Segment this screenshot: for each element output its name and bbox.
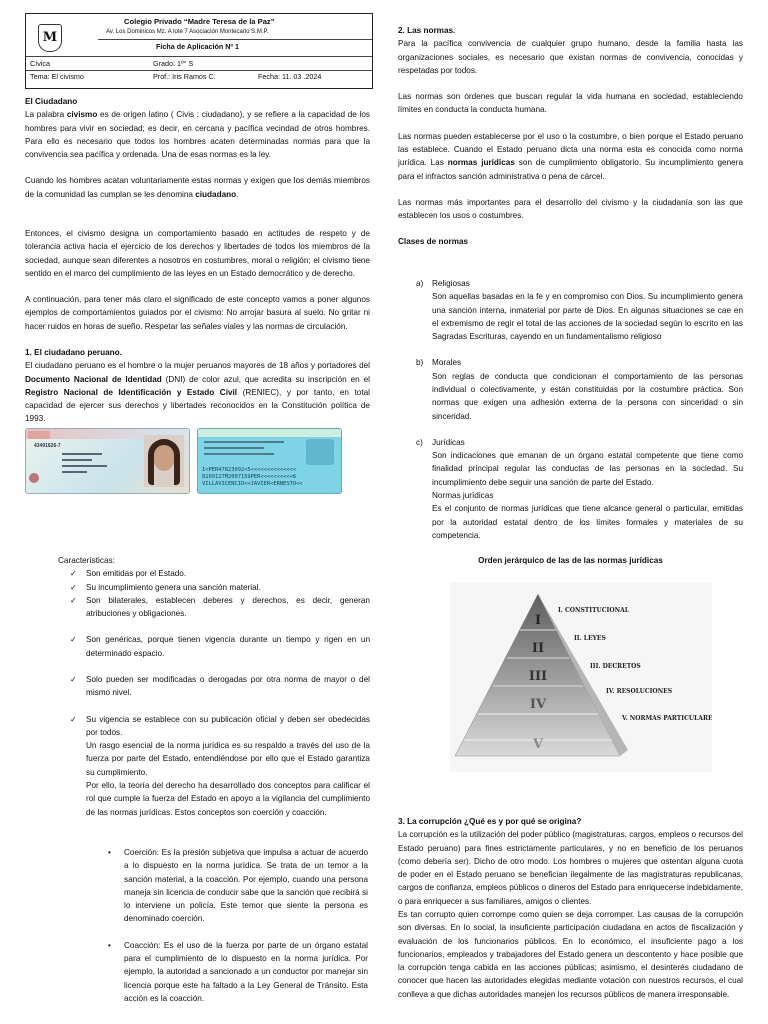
pyramid-level: I [534, 613, 542, 628]
list-item: b) Morales Son reglas de conducta que condicionan el comportamiento de las personas individual o colectivamente, y están constituidas por la costumbre práctica. Son normas que exigen una adhesión externa de la persona con sinceridad o sin sinceridad. [416, 358, 743, 421]
section-title-corrupcion: 3. La corrupción ¿Qué es y por qué se origina? [398, 817, 582, 826]
paragraph: Las normas más importantes para el desarrollo del civismo y la ciudadanía son las que establecen los usos o costumbres. [398, 197, 743, 221]
pyramid-label: IV. RESOLUCIONES [606, 688, 673, 695]
paragraph: Las normas pueden establecerse por el uso o la costumbre, o bien porque el Estado peruano las establece. Cuando el Estado peruano dicta una norma esta es conocida como norma jurídica. Las normas jurídicas son de cumplimiento obligatorio. Su incumplimiento genera para el infractos sanción administrativa o pena de cárcel. [398, 131, 743, 181]
right-column [398, 24, 743, 249]
check-icon: ✓ [70, 582, 77, 592]
paragraph: Por ello, la teoría del derecho ha desarrollado dos conceptos para calificar el rol que cumple la fuerza del Estado en apoyo a la vigilancia del cumplimiento de las normas jurídicas. Estos conceptos son coerción y coacción. [86, 780, 370, 817]
pyramid-level: II [531, 641, 545, 656]
pyramid-label: III. DECRETOS [590, 663, 641, 670]
pyramid-label: I. CONSTITUCIONAL [558, 607, 629, 614]
caracteristicas-section [58, 554, 370, 819]
section-title-ciudadano-peruano: 1. El ciudadano peruano. [25, 347, 122, 357]
subject-label: Cívica [30, 59, 50, 68]
grade-label: Grado: 1º° S [153, 59, 194, 68]
school-name: Colegio Privado “Madre Teresa de la Paz” [124, 17, 275, 26]
corrupcion-section [398, 815, 743, 1001]
school-logo: M [38, 24, 62, 52]
topic-label: Tema: El civismo [30, 72, 84, 81]
bullet-icon: • [108, 940, 111, 950]
paragraph: La corrupción es la utilización del poder público (magistraturas, cargos, empleos o recursos del Estado peruano) para fines estrictamente particulares, y no en beneficio de los peruanos (como debería ser). Dicho de otro modo. Los hombres o mujeres que ostentan alguna cuota de poder en el Estado peruano se benefician ilegalmente de las magistraturas republicanas, cargos de confianza, empleos públicos o dineros del Estado para enriquecerse indebidamente, o para enriquecer a sus familiares, amigos o clientes. [398, 830, 743, 906]
paragraph: Cuando los hombres acatan voluntariamente estas normas y exigen que los demás miembros de la comunidad las cumplan se les denomina ciudadano. [25, 176, 370, 199]
pyramid-image [450, 582, 712, 772]
left-column [25, 95, 370, 426]
list-item: • Coacción: Es el uso de la fuerza por parte de un órgano estatal para el cumplimiento de lo dispuesto en la norma jurídica. Por ejemplo, la autoridad a sancionado a un conductor por manejar sin licencia porque este ha faltado a la Ley General de Tránsito. Esta acción es la coacción. [108, 940, 368, 1003]
dni-front-image: 43491626-7 [25, 428, 190, 494]
paragraph: La palabra civismo es de origen latino ( Civis : ciudadano), y se refiere a la capacidad de los hombres para vivir en sociedad; es decir, en cercana y pacífica vecindad de otros hombres. Para ello es necesario que todos los hombres acaten determinadas normas para que la convivencia sea pacífica y ordenada. Una de esas normas es la ley. [25, 110, 370, 160]
list-item: ✓ Son emitidas por el Estado. [86, 567, 370, 580]
check-icon: ✓ [70, 714, 77, 724]
caracteristicas-title: Características: [58, 556, 115, 565]
teacher-label: Prof.: Iris Ramos C. [153, 72, 216, 81]
paragraph: Entonces, el civismo designa un comportamiento basado en actitudes de respeto y de tolerancia activa hacia el ejercicio de los derechos y libertades de todos los miembros de la sociedad, aunque sean diferentes a nosotros en costumbres, moral o religión; el civismo tiene sentido en el marco del cumplimiento de las leyes en un Estado democrático y de derecho. [25, 228, 370, 278]
paragraph: Es tan corrupto quien corrompe como quien se deja corromper. Las causas de la corrupción son diversas. En lo social, la insuficiente participación ciudadana en actos de fiscalización y evaluación de los funcionarios públicos. En lo económico, el insuficiente pago a los funcionarios, empleados y trabajadores del Estado genera un descontento y hace posible que la corrupción tenga cabida en las acciones públicas; asimismo, el desinterés ciudadano de conocer que hacen las autoridades elegidas mediante votación con nuestros recursos, el cual conlleva a que dichas autoridades manejen los recursos públicos de manera irresponsable. [398, 909, 743, 999]
list-item: ✓ Su vigencia se establece con su publicación oficial y deben ser obedecidas por todos. [70, 714, 370, 737]
pyramid-diagram [450, 582, 712, 772]
list-item: ✓ Su incumplimiento genera una sanción material. [86, 581, 370, 594]
list-item: c) Jurídicas Son indicaciones que emanan de un órgano estatal competente que tiene como finalidad principal regular las conductas de las personas en la sociedad. Su incumplimiento debe seguir una sanción de parte del Estado. Normas jurídicas Es el conjunto de normas jurídicas que tiene alcance general o particular, emitidas por la autoridad estatal dentro de los límites formales y materiales de su competencia. [416, 437, 743, 540]
pyramid-label: II. LEYES [574, 635, 606, 642]
paragraph: Un rasgo esencial de la norma jurídica es su respaldo a través del uso de la fuerza por parte del Estado, entendiéndose por ello que el Estado garantiza su cumplimiento. [86, 741, 370, 777]
check-icon: ✓ [70, 674, 77, 684]
header-box [25, 13, 373, 89]
clases-title: Clases de normas [398, 237, 469, 247]
date-label: Fecha: 11. 03 .2024 [258, 72, 322, 81]
check-icon: ✓ [70, 635, 77, 645]
list-item: a) Religiosas Son aquellas basadas en la fe y en compromiso con Dios. Su incumplimiento genera una sanción interna, inmaterial por parte de Dios. En algunas situaciones se cae en el extremismo de regir el total de las acciones de la sociedad según lo escrito en las Sagradas Escrituras, cayendo en un fundamentalismo religioso [416, 279, 743, 342]
bullet-icon: • [108, 848, 111, 857]
check-icon: ✓ [70, 569, 77, 579]
pyramid-level: IV [529, 697, 547, 712]
pyramid-level: III [528, 669, 548, 684]
list-item: • Coerción: Es la presión subjetiva que impulsa a actuar de acuerdo a lo dispuesto en la norma jurídica. Se trata de un temor a la sanción material, a la coacción. Por ejemplo, cuando una persona maneja sin licencia de conducir sabe que la sanción que recibirá si lo interviene un policía. Este temor que siente la persona es denominado coerción. [108, 848, 368, 924]
dni-back-image: I<PER47823092<5<<<<<<<<<<<<<< 8109127M2007159PER<<<<<<<<<<6 VILLAVICENCIO<<JAVIER<ERNESTO<< [197, 428, 342, 494]
coercion-coaccion-list [108, 846, 368, 1005]
list-item: ✓ Son bilaterales, establecen deberes y derechos, es decir, generan atribuciones y obligaciones. [70, 595, 370, 619]
paragraph: Las normas son órdenes que buscan regular la vida humana en sociedad, estableciendo límites en conducta la conducta humana. [398, 92, 743, 115]
sheet-title: Ficha de Aplicación Nº 1 [156, 42, 240, 51]
paragraph: A continuación, para tener más claro el significado de este concepto vamos a poner algunos ejemplos de comportamientos guiados por el civismo: No arrojar basura al suelo. No gritar ni hacer ruidos en horas de sueño. Respetar las señales viales y las normas de circulación. [25, 295, 370, 331]
clases-list [398, 277, 743, 542]
check-icon: ✓ [70, 595, 77, 605]
school-address: Av. Los Dominicos Mz. A lote 7 Asociación Montecarlo S.M.P. [106, 29, 269, 35]
paragraph: Para la pacífica convivencia de cualquier grupo humano, desde la familia hasta las organizaciones sociales, es necesario que existan normas de convivencia, conocidas y respetadas por todos. [398, 39, 743, 75]
paragraph: El ciudadano peruano es el hombre o la mujer peruanos mayores de 18 años y portadores del Documento Nacional de Identidad (DNI) de color azul, que acredita su inscripción en el Registro Nacional de Identificación y Estado Civil (RENIEC), y por tanto, en total capacidad de ejercer sus derechos y libertades reconocidos en la Constitución política de 1993. [25, 361, 371, 424]
section-title-normas: 2. Las normas. [398, 26, 456, 35]
orden-title: Orden jerárquico de las de las normas jurídicas [478, 556, 663, 565]
pyramid-label: V. NORMAS PARTICULARES [622, 715, 712, 722]
list-item: ✓ Son genéricas, porque tienen vigencia durante un tiempo y rigen en un determinado espacio. [70, 635, 370, 658]
list-item: ✓ Solo pueden ser modificadas o derogadas por otra norma de mayor o del mismo nivel. [70, 674, 370, 698]
section-title-ciudadano: El Ciudadano [25, 97, 78, 106]
pyramid-level: V [532, 737, 544, 752]
